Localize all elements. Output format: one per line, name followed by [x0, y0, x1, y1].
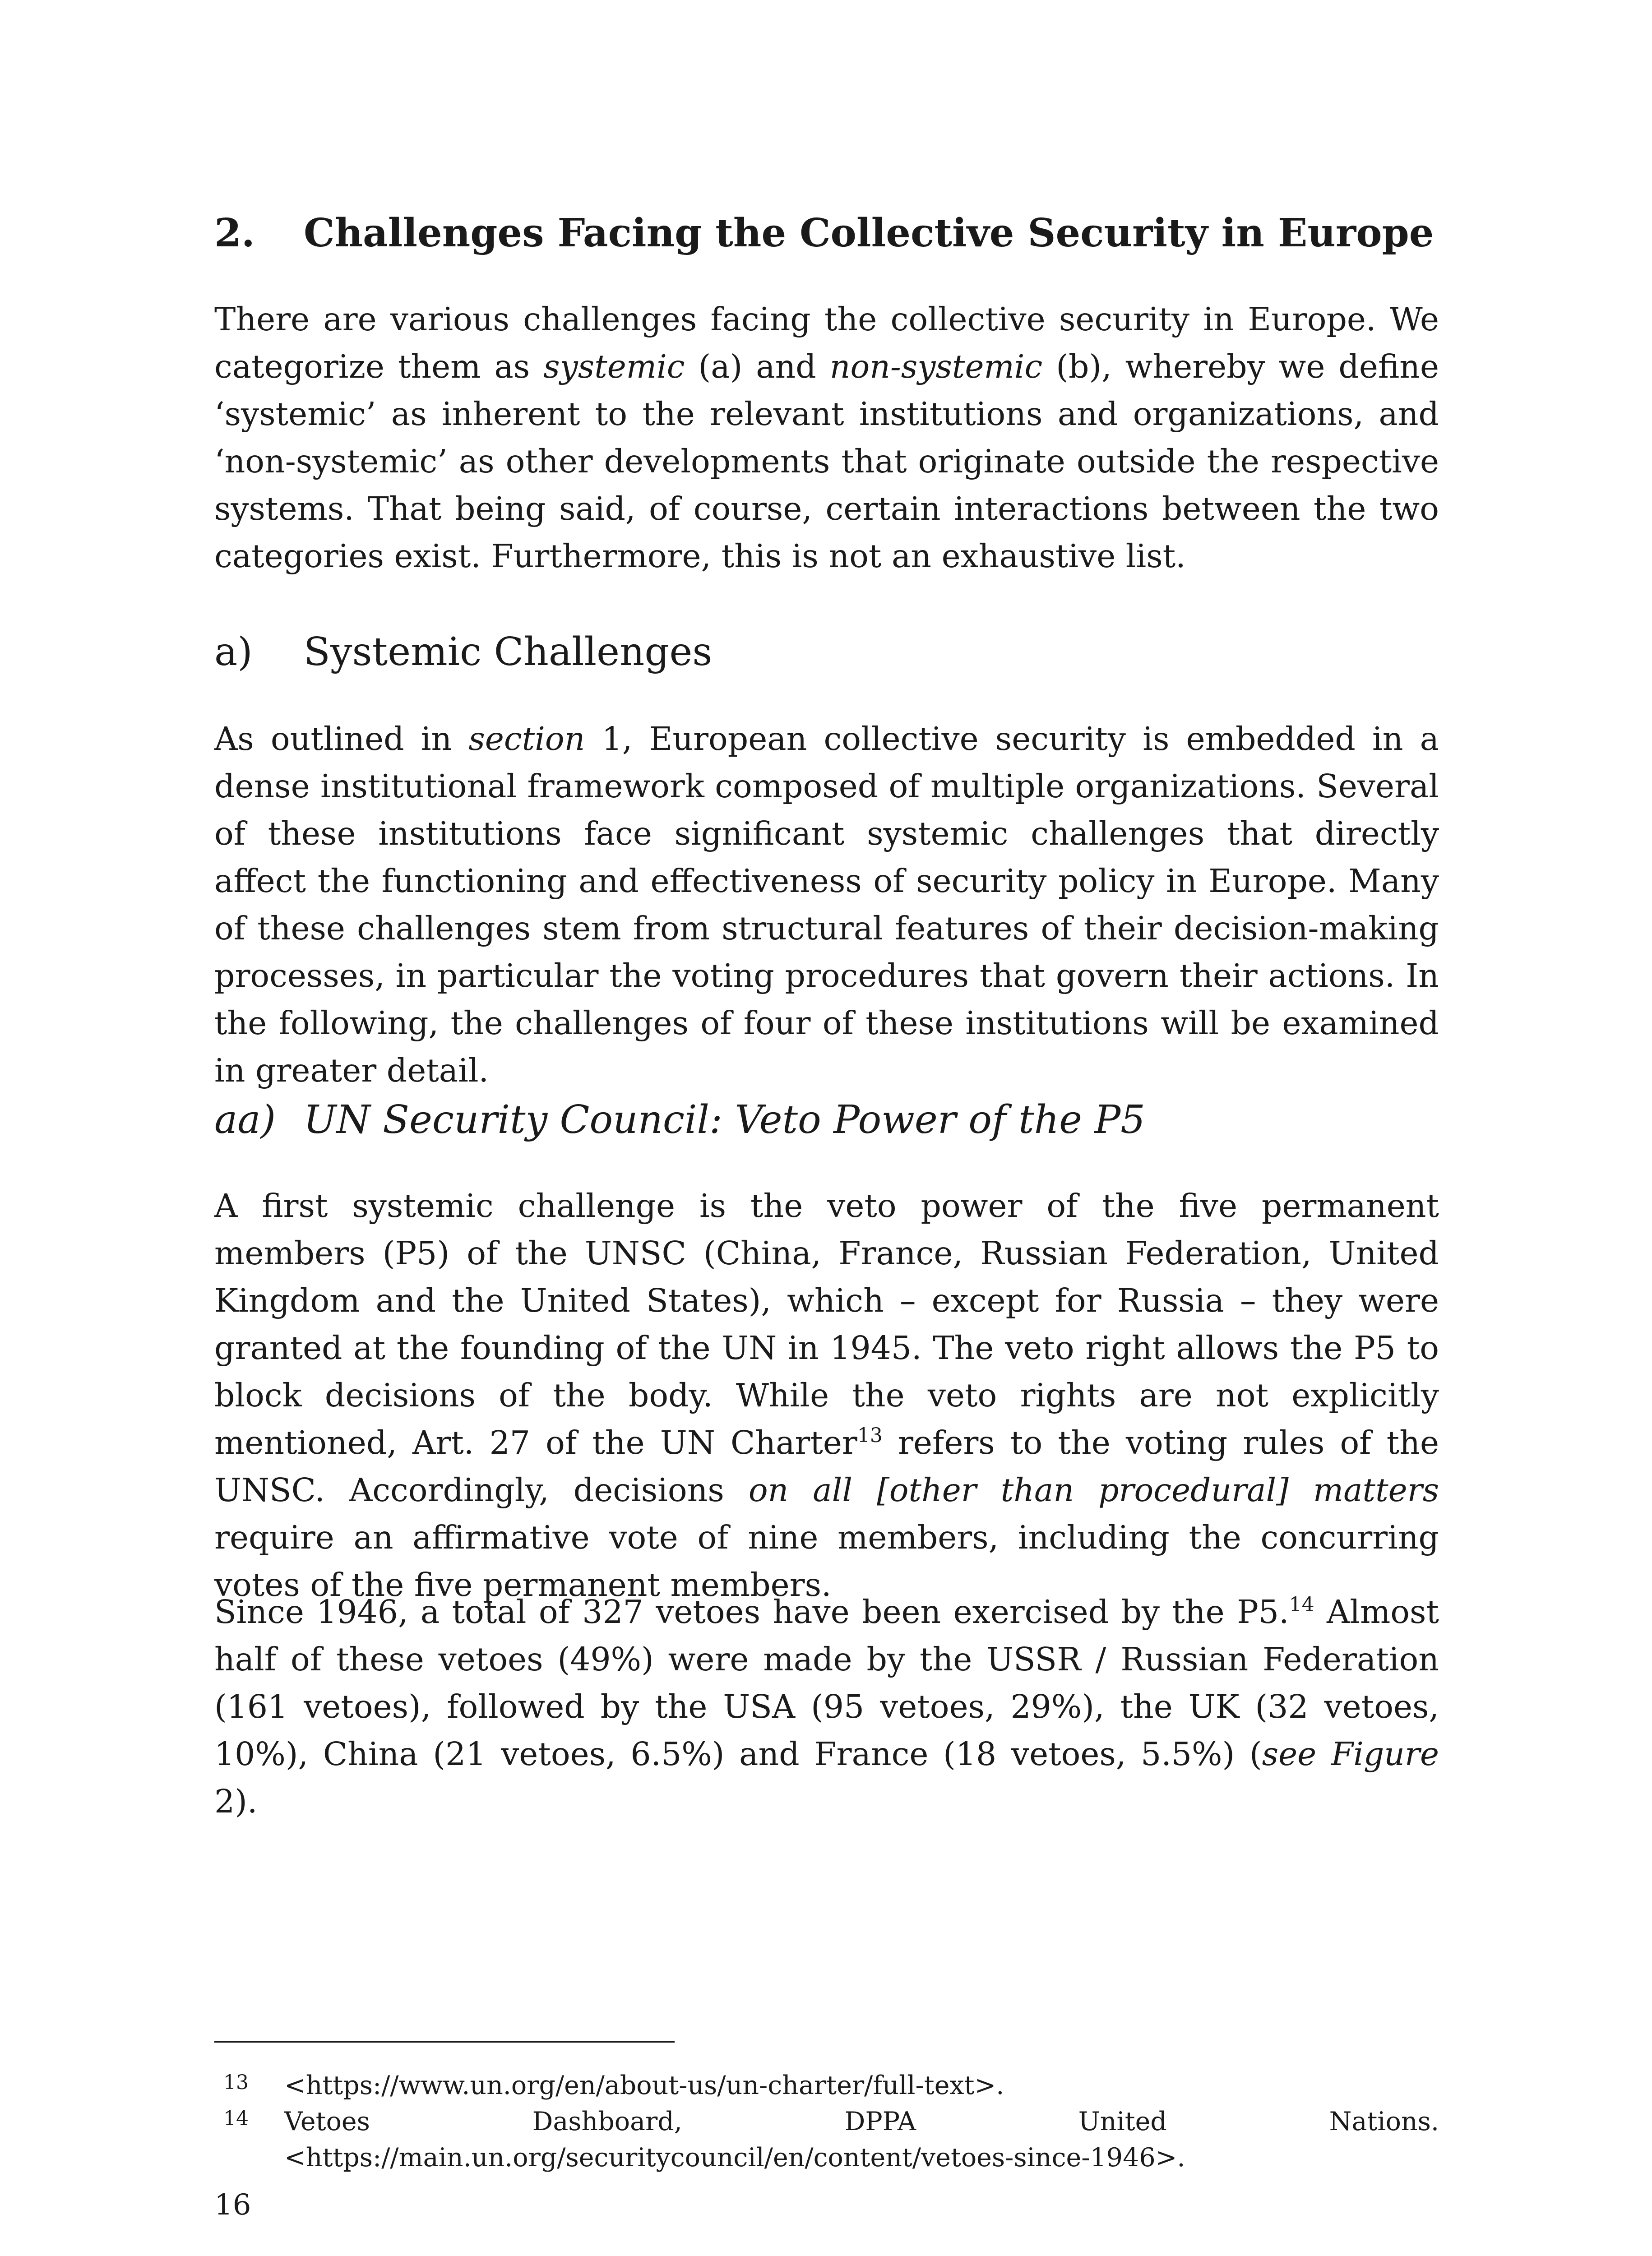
subsection-aa-label: aa) — [214, 1097, 276, 1142]
intro-text-1: There are various challenges facing the collective security in Europe. We categorize them as — [214, 300, 1439, 385]
veto-paragraph-2 — [214, 1588, 1439, 1825]
footnote-ref-14[interactable]: 14 — [1289, 1593, 1314, 1616]
section-number: 2. — [214, 210, 255, 256]
intro-systemic-term: systemic — [543, 348, 685, 385]
subsection-a-heading — [214, 631, 1439, 674]
figure-reference: see Figure — [1262, 1735, 1439, 1773]
subsection-a-label: a) — [214, 629, 253, 675]
footnote-number: 13 — [223, 2071, 249, 2094]
section-title: Challenges Facing the Collective Security in Europe — [304, 210, 1434, 256]
page-number: 16 — [214, 2188, 251, 2222]
veto-stats-text-1: Since 1946, a total of 327 vetoes have been exercised by the P5. — [214, 1593, 1289, 1631]
footnote-divider — [214, 2041, 675, 2043]
veto-stats-text-2: Almost half of these vetoes (49%) were made by the USSR / Russian Federation (161 vetoes), followed by the USA (95 vetoes, 29%), the UK (32 vetoes, 10%), China (21 vetoes, 6.5%) and France (18 vetoes, 5.5%) ( — [214, 1593, 1439, 1773]
footnote-text[interactable]: Vetoes Dashboard, DPPA United Nations. <https://main.un.org/securitycouncil/en/content/vetoes-since-1946>. — [284, 2107, 1439, 2173]
intro-text-2: (a) and — [685, 348, 830, 385]
systemic-text-1: As outlined in — [214, 720, 469, 758]
document-page — [214, 0, 1439, 2256]
footnote-number: 14 — [223, 2107, 249, 2130]
subsection-a-title: Systemic Challenges — [304, 629, 713, 675]
section-heading — [214, 212, 1439, 255]
charter-quote: on all [other than procedural] matters — [748, 1471, 1439, 1509]
intro-non-systemic-term: non-systemic — [829, 348, 1043, 385]
veto-paragraph-1 — [214, 1182, 1439, 1609]
subsection-aa-title: UN Security Council: Veto Power of the P5 — [304, 1097, 1145, 1142]
systemic-text-2: 1, European collective security is embedded in a dense institutional framework composed of multiple organizations. Several of these institutions face significant systemic challenges that directly affect the functioning and effectiveness of security policy in Europe. Many of these challenges stem from structural features of their decision-making processes, in particular the voting procedures that govern their actions. In the following, the challenges of four of these institutions will be examined in greater detail. — [214, 720, 1439, 1089]
footnote-text[interactable]: <https://www.un.org/en/about-us/un-charter/full-text>. — [284, 2071, 1004, 2100]
veto-stats-text-3: 2). — [214, 1783, 258, 1820]
veto-text-3: require an affirmative vote of nine members, including the concurring votes of the five permanent members. — [214, 1519, 1439, 1604]
footnote-ref-13[interactable]: 13 — [857, 1424, 883, 1447]
section-reference: section — [468, 720, 585, 758]
intro-text-3: (b), whereby we define ‘systemic’ as inherent to the relevant institutions and organizations, and ‘non-systemic’ as other developments that originate outside the respective systems. That being said, of course, certain interactions between the two categories exist. Furthermore, this is not an exhaustive list. — [214, 348, 1439, 575]
systemic-paragraph — [214, 715, 1439, 1094]
veto-text-1: A first systemic challenge is the veto power of the five permanent members (P5) of the UNSC (China, France, Russian Federation, United Kingdom and the United States), which – except for Russia – they were granted at the founding of the UN in 1945. The veto right allows the P5 to block decisions of the body. While the veto rights are not explicitly mentioned, Art. 27 of the UN Charter — [214, 1187, 1439, 1461]
veto-text-2: refers to the voting rules of the UNSC. Accordingly, decisions — [214, 1424, 1439, 1509]
subsection-aa-heading — [214, 1099, 1439, 1142]
intro-paragraph — [214, 296, 1439, 580]
